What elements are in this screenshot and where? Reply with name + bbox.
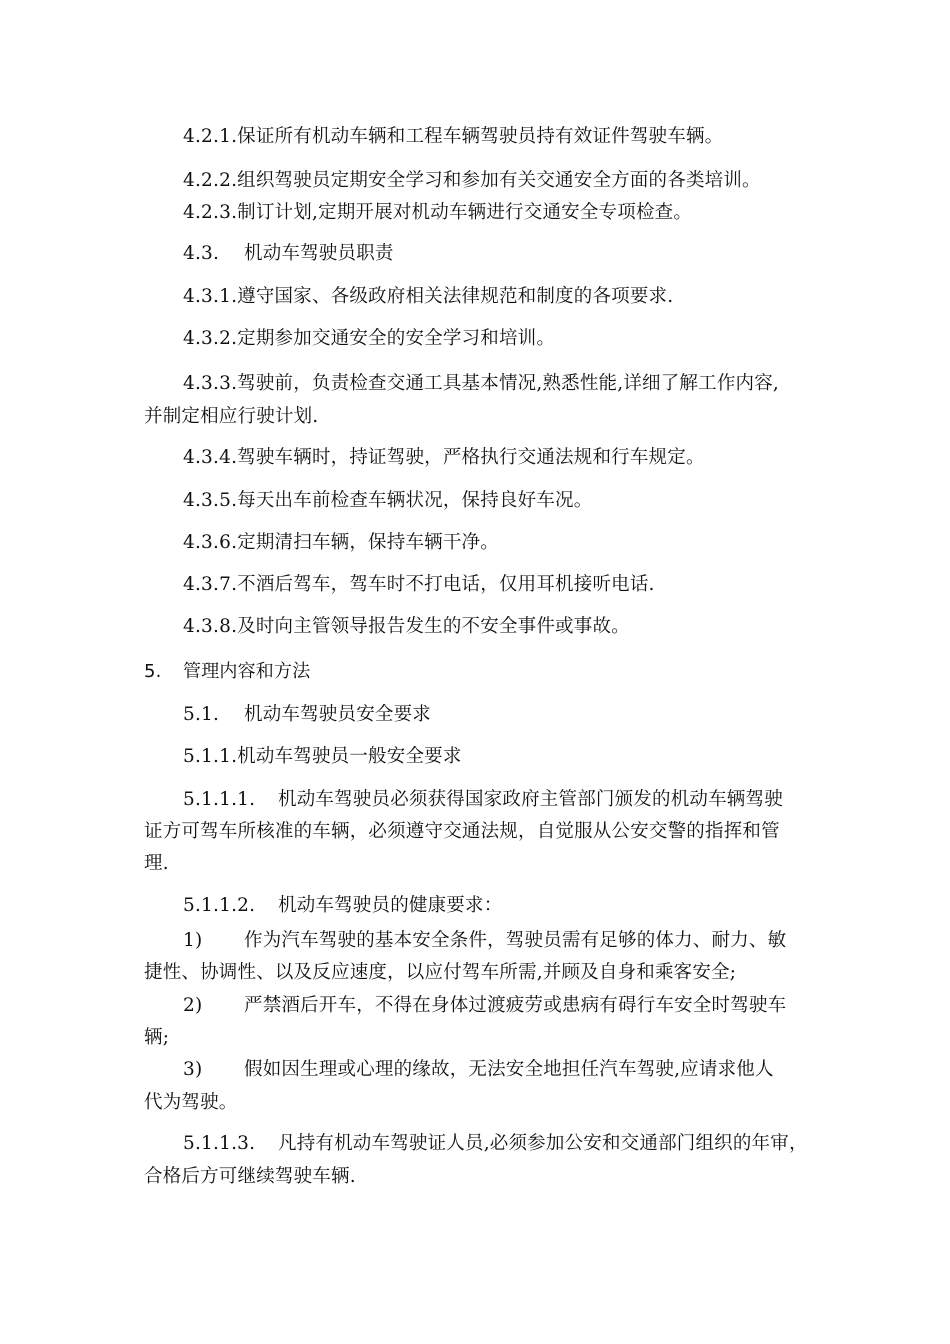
- clause-4-3-5: [183, 489, 592, 513]
- clause-4-2-2: [183, 169, 761, 193]
- section-title: 机动车驾驶员职责: [244, 243, 394, 264]
- section-title: 机动车驾驶员安全要求: [244, 704, 432, 725]
- clause-text: 不酒后驾车，驾车时不打电话，仅用耳机接听电话.: [237, 574, 655, 595]
- clause-4-3-4: [183, 446, 705, 470]
- section-number: 5.1.: [183, 704, 220, 725]
- clause-4-3-6: [183, 531, 499, 555]
- clause-number: 4.3.2.: [183, 328, 238, 349]
- clause-5-1-1-3: [183, 1132, 808, 1156]
- clause-4-3-1: [183, 285, 673, 309]
- clause-4-2-1: [183, 125, 723, 149]
- list-text: 代为驾驶。: [144, 1092, 238, 1113]
- list-item-1-continuation: [144, 961, 736, 985]
- clause-number: 4.2.2.: [183, 170, 238, 191]
- clause-text: 驾驶前，负责检查交通工具基本情况,熟悉性能,详细了解工作内容,: [237, 373, 780, 394]
- clause-text: 及时向主管领导报告发生的不安全事件或事故。: [237, 616, 630, 637]
- list-item-2-continuation: [144, 1026, 169, 1050]
- list-number: 2): [183, 995, 203, 1016]
- list-number: 3): [183, 1059, 203, 1080]
- clause-number: 4.3.1.: [183, 286, 238, 307]
- clause-text: 证方可驾车所核准的车辆，必须遵守交通法规，自觉服从公安交警的指挥和管: [144, 821, 780, 842]
- clause-text: 机动车驾驶员必须获得国家政府主管部门颁发的机动车辆驾驶: [278, 789, 783, 810]
- section-5-1-1-heading: [183, 745, 462, 769]
- clause-text: 并制定相应行驶计划.: [144, 406, 319, 427]
- clause-5-1-1-1-continuation: [144, 820, 780, 844]
- clause-4-3-3-continuation: [144, 405, 318, 429]
- clause-number: 4.3.7.: [183, 574, 238, 595]
- clause-number: 5.1.1.1.: [183, 789, 256, 810]
- clause-text: 理.: [144, 853, 169, 874]
- clause-number: 5.1.1.3.: [183, 1133, 256, 1154]
- clause-text: 遵守国家、各级政府相关法律规范和制度的各项要求.: [237, 286, 674, 307]
- list-item-2: [183, 994, 786, 1018]
- clause-5-1-1-1: [183, 788, 783, 812]
- clause-5-1-1-2: [183, 894, 502, 918]
- clause-number: 4.3.4.: [183, 447, 238, 468]
- list-item-3: [183, 1058, 774, 1082]
- clause-number: 4.2.1.: [183, 126, 238, 147]
- clause-text: 组织驾驶员定期安全学习和参加有关交通安全方面的各类培训。: [237, 170, 761, 191]
- section-4-3-heading: [183, 242, 394, 266]
- list-text: 严禁酒后开车，不得在身体过渡疲劳或患病有碍行车安全时驾驶车: [244, 995, 787, 1016]
- clause-text: 每天出车前检查车辆状况，保持良好车况。: [237, 490, 593, 511]
- section-5-heading: [144, 660, 310, 684]
- clause-text: 定期参加交通安全的安全学习和培训。: [237, 328, 556, 349]
- clause-text: 定期清扫车辆，保持车辆干净。: [237, 532, 499, 553]
- section-number: 5.: [144, 661, 162, 682]
- list-item-3-continuation: [144, 1091, 238, 1115]
- clause-4-3-7: [183, 573, 655, 597]
- clause-4-3-8: [183, 615, 630, 639]
- clause-number: 5.1.1.2.: [183, 895, 256, 916]
- clause-4-3-2: [183, 327, 555, 351]
- list-item-1: [183, 929, 786, 953]
- list-text: 辆;: [144, 1027, 170, 1048]
- section-number: 4.3.: [183, 243, 220, 264]
- clause-number: 4.3.5.: [183, 490, 238, 511]
- clause-number: 4.2.3.: [183, 202, 238, 223]
- clause-text: 合格后方可继续驾驶车辆.: [144, 1166, 356, 1187]
- clause-text: 机动车驾驶员的健康要求：: [278, 895, 503, 916]
- section-5-1-heading: [183, 703, 431, 727]
- list-text: 捷性、协调性、以及反应速度，以应付驾车所需,并顾及自身和乘客安全;: [144, 962, 737, 983]
- clause-text: 制订计划,定期开展对机动车辆进行交通安全专项检查。: [237, 202, 693, 223]
- section-title: 机动车驾驶员一般安全要求: [237, 746, 462, 767]
- clause-number: 4.3.8.: [183, 616, 238, 637]
- clause-4-3-3: [183, 372, 779, 396]
- clause-5-1-1-1-continuation: [144, 852, 169, 876]
- list-text: 作为汽车驾驶的基本安全条件，驾驶员需有足够的体力、耐力、敏: [244, 930, 787, 951]
- clause-5-1-1-3-continuation: [144, 1165, 356, 1189]
- list-text: 假如因生理或心理的缘故，无法安全地担任汽车驾驶,应请求他人: [244, 1059, 774, 1080]
- section-number: 5.1.1.: [183, 746, 238, 767]
- clause-number: 4.3.6.: [183, 532, 238, 553]
- clause-text: 驾驶车辆时，持证驾驶，严格执行交通法规和行车规定。: [237, 447, 705, 468]
- clause-4-2-3: [183, 201, 692, 225]
- section-title: 管理内容和方法: [183, 661, 311, 682]
- clause-number: 4.3.3.: [183, 373, 238, 394]
- list-number: 1): [183, 930, 203, 951]
- clause-text: 凡持有机动车驾驶证人员,必须参加公安和交通部门组织的年审，: [278, 1133, 808, 1154]
- clause-text: 保证所有机动车辆和工程车辆驾驶员持有效证件驾驶车辆。: [237, 126, 724, 147]
